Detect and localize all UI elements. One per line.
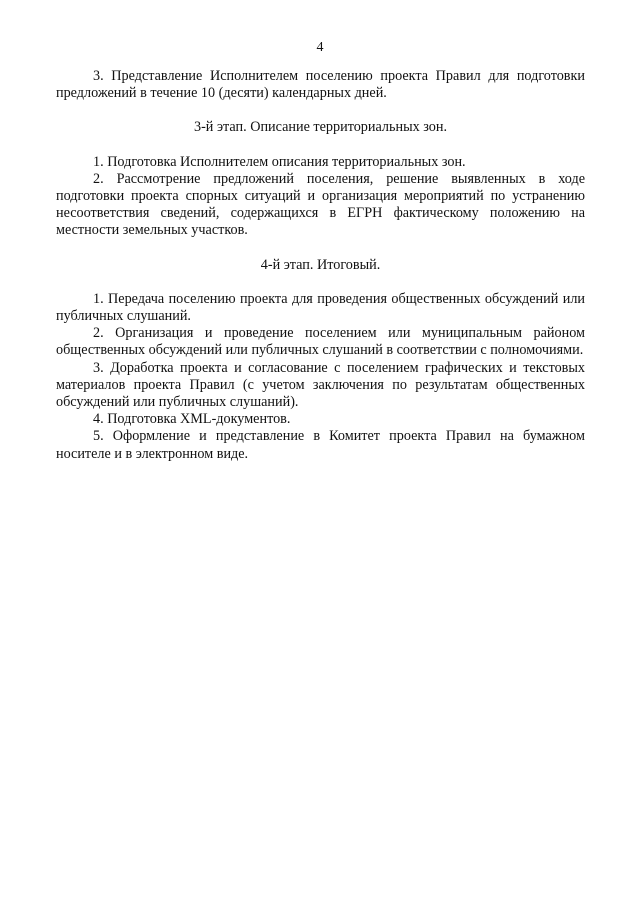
stage3-item-2: 2. Рассмотрение предложений поселения, решение выявленных в ходе подготовки проекта спорных ситуаций и организация мероприятий по устранению несоответствия сведений, содержащихся в ЕГРН фактическому положению на местности земельных участков. [56,170,585,239]
stage4-item-5: 5. Оформление и представление в Комитет проекта Правил на бумажном носителе и в электронном виде. [56,428,585,462]
stage2-item-3: 3. Представление Исполнителем поселению проекта Правил для подготовки предложений в течение 10 (десяти) календарных дней. [56,68,585,102]
document-body [56,68,585,463]
stage4-item-2: 2. Организация и проведение поселением или муниципальным районом общественных обсуждений или публичных слушаний в соответствии с полномочиями. [56,325,585,359]
page-number: 4 [316,40,324,55]
stage3-heading: 3-й этап. Описание территориальных зон. [193,119,447,136]
stage4-item-1: 1. Передача поселению проекта для проведения общественных обсуждений или публичных слушаний. [56,290,585,325]
stage3-item-1: 1. Подготовка Исполнителем описания территориальных зон. [93,153,466,170]
stage4-item-3: 3. Доработка проекта и согласование с поселением графических и текстовых материалов проекта Правил (с учетом заключения по результатам общественных обсуждений или публичных слушаний). [56,359,585,411]
stage4-heading: 4-й этап. Итоговый. [260,256,381,273]
stage4-item-4: 4. Подготовка XML-документов. [93,411,291,428]
